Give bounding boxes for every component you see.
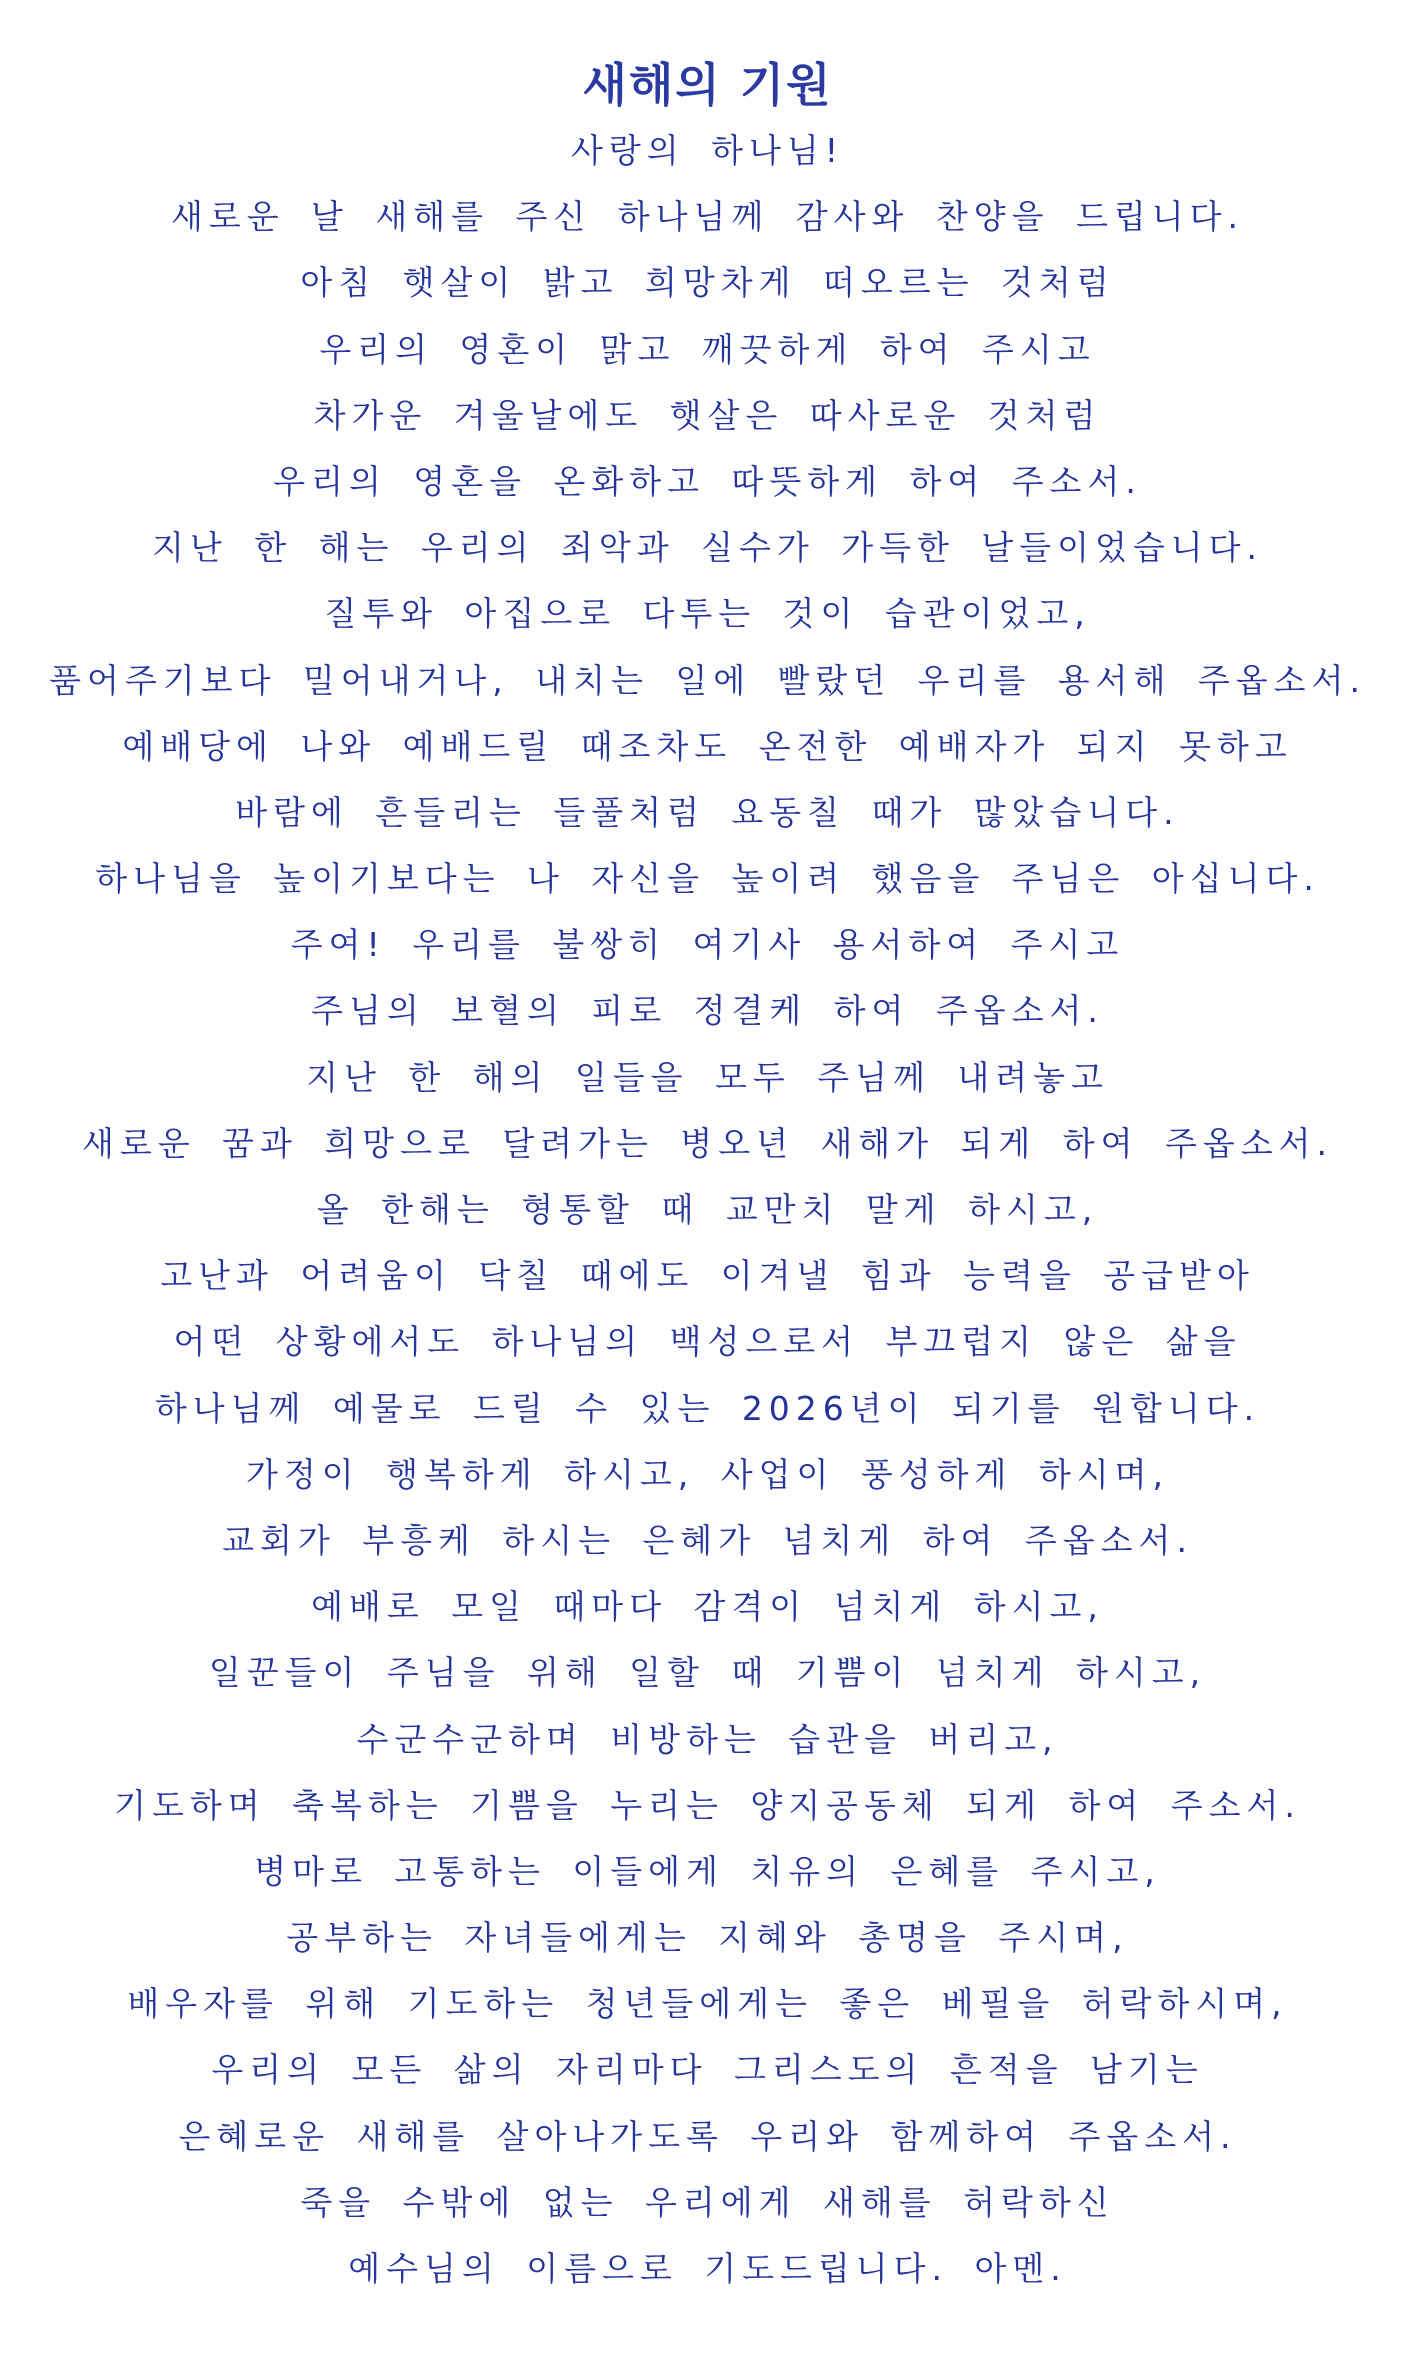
prayer-line: 우리의 영혼이 맑고 깨끗하게 하여 주시고 xyxy=(319,329,1096,369)
prayer-line: 주여! 우리를 불쌍히 여기사 용서하여 주시고 xyxy=(290,925,1125,965)
prayer-line: 병마로 고통하는 이들에게 치유의 은혜를 주시고, xyxy=(254,1851,1161,1891)
prayer-line: 기도하며 축복하는 기쁨을 누리는 양지공동체 되게 하여 주소서. xyxy=(114,1785,1301,1825)
prayer-line: 바람에 흔들리는 들풀처럼 요동칠 때가 많았습니다. xyxy=(235,792,1180,832)
prayer-line: 올 한해는 형통할 때 교만치 말게 하시고, xyxy=(316,1190,1099,1229)
prayer-line: 새로운 꿈과 희망으로 달려가는 병오년 새해가 되게 하여 주옵소서. xyxy=(81,1123,1334,1163)
prayer-line: 공부하는 자녀들에게는 지혜와 총명을 주시며, xyxy=(286,1918,1129,1958)
prayer-line: 죽을 수밖에 없는 우리에게 새해를 허락하신 xyxy=(300,2182,1115,2222)
prayer-body xyxy=(0,118,1415,2302)
prayer-line: 우리의 영혼을 온화하고 따뜻하게 하여 주소서. xyxy=(273,461,1142,501)
prayer-line: 질투와 아집으로 다투는 것이 습관이었고, xyxy=(324,594,1091,634)
prayer-title: 새해의 기원 xyxy=(582,57,833,112)
prayer-line: 사랑의 하나님! xyxy=(571,131,844,170)
prayer-line: 어떤 상황에서도 하나님의 백성으로서 부끄럽지 않은 삶을 xyxy=(173,1322,1242,1362)
prayer-line: 일꾼들이 주님을 위해 일할 때 기쁨이 넘치게 하시고, xyxy=(208,1653,1207,1693)
prayer-line: 아침 햇살이 밝고 희망차게 떠오르는 것처럼 xyxy=(300,263,1115,303)
prayer-line: 예배당에 나와 예배드릴 때조차도 온전한 예배자가 되지 못하고 xyxy=(122,726,1293,766)
prayer-line: 하나님을 높이기보다는 나 자신을 높이려 했음을 주님은 아십니다. xyxy=(95,859,1320,899)
prayer-line: 하나님께 예물로 드릴 수 있는 2026년이 되기를 원합니다. xyxy=(154,1388,1261,1428)
prayer-line: 지난 한 해는 우리의 죄악과 실수가 가득한 날들이었습니다. xyxy=(152,528,1263,568)
prayer-line: 은혜로운 새해를 살아나가도록 우리와 함께하여 주옵소서. xyxy=(178,2116,1237,2156)
prayer-line: 배우자를 위해 기도하는 청년들에게는 좋은 베필을 허락하시며, xyxy=(127,1984,1288,2024)
prayer-line: 차가운 겨울날에도 햇살은 따사로운 것처럼 xyxy=(313,395,1102,435)
prayer-line: 교회가 부흥케 하시는 은혜가 넘치게 하여 주옵소서. xyxy=(222,1520,1193,1560)
prayer-line: 품어주기보다 밀어내거나, 내치는 일에 빨랐던 우리를 용서해 주옵소서. xyxy=(49,660,1366,700)
prayer-line: 지난 한 해의 일들을 모두 주님께 내려놓고 xyxy=(306,1057,1109,1097)
prayer-line: 주님의 보혈의 피로 정결케 하여 주옵소서. xyxy=(311,991,1104,1031)
prayer-line: 우리의 모든 삶의 자리마다 그리스도의 흔적을 남기는 xyxy=(211,2050,1204,2090)
prayer-line: 새로운 날 새해를 주신 하나님께 감사와 찬양을 드립니다. xyxy=(170,197,1245,237)
prayer-line: 예배로 모일 때마다 감격이 넘치게 하시고, xyxy=(311,1587,1104,1627)
prayer-line: 고난과 어려움이 닥칠 때에도 이겨낼 힘과 능력을 공급받아 xyxy=(160,1256,1255,1296)
prayer-line: 예수님의 이름으로 기도드립니다. 아멘. xyxy=(348,2249,1067,2288)
prayer-line: 수군수군하며 비방하는 습관을 버리고, xyxy=(356,1719,1059,1759)
prayer-line: 가정이 행복하게 하시고, 사업이 풍성하게 하시며, xyxy=(246,1454,1169,1494)
